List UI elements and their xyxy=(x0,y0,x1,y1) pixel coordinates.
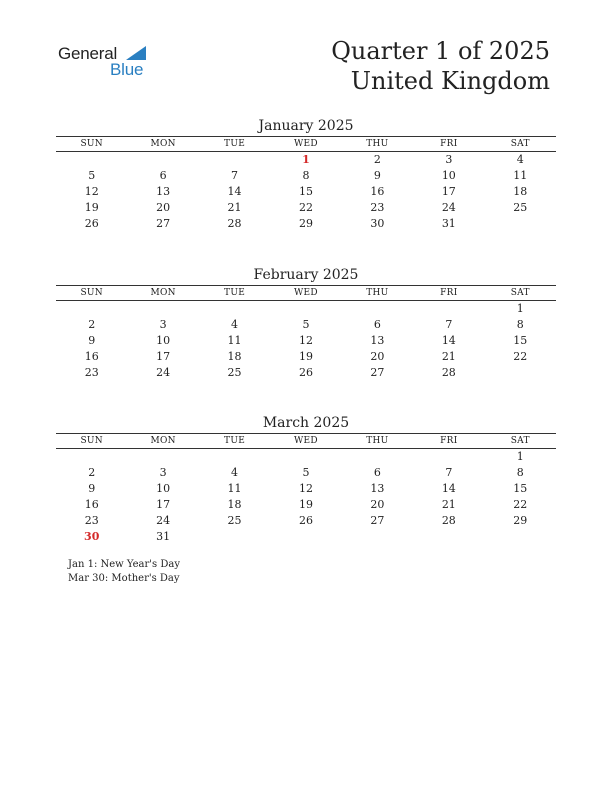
day-cell: 31 xyxy=(441,217,456,230)
weekday-sat: SAT xyxy=(510,288,530,298)
title-quarter: Quarter 1 of 2025 xyxy=(331,37,550,65)
holiday-note: Mar 30: Mother's Day xyxy=(68,573,180,584)
day-cell: 10 xyxy=(441,169,456,182)
day-cell: 21 xyxy=(227,201,242,214)
empty-day-cell xyxy=(342,449,413,465)
empty-day-cell xyxy=(413,301,484,317)
day-cell: 19 xyxy=(298,498,313,511)
empty-day-cell xyxy=(270,449,341,465)
weekday-thu: THU xyxy=(366,436,389,446)
day-cell: 23 xyxy=(84,366,99,379)
day-cell: 28 xyxy=(441,366,456,379)
day-cell: 16 xyxy=(84,350,99,363)
month-title: January 2025 xyxy=(258,118,354,134)
day-cell: 13 xyxy=(370,482,385,495)
weekday-mon: MON xyxy=(150,436,176,446)
day-cell: 29 xyxy=(298,217,313,230)
day-cell: 25 xyxy=(227,366,242,379)
day-cell: 22 xyxy=(513,498,528,511)
weekday-sat: SAT xyxy=(510,139,530,149)
month-title: February 2025 xyxy=(253,267,359,283)
day-cell: 13 xyxy=(156,185,171,198)
day-cell: 24 xyxy=(156,366,171,379)
month-january xyxy=(56,116,556,232)
empty-day-cell xyxy=(342,301,413,317)
weekday-sun: SUN xyxy=(80,288,103,298)
logo xyxy=(58,44,168,84)
month-grid xyxy=(56,301,556,381)
day-cell: 20 xyxy=(370,498,385,511)
day-cell: 15 xyxy=(298,185,313,198)
week-row xyxy=(56,184,556,200)
day-cell: 19 xyxy=(298,350,313,363)
day-cell: 19 xyxy=(84,201,99,214)
weekday-mon: MON xyxy=(150,139,176,149)
day-cell: 27 xyxy=(370,514,385,527)
day-cell: 21 xyxy=(441,498,456,511)
empty-day-cell xyxy=(199,301,270,317)
day-cell: 18 xyxy=(227,350,242,363)
week-row xyxy=(56,449,556,465)
weekday-tue: TUE xyxy=(224,288,246,298)
day-cell: 20 xyxy=(156,201,171,214)
day-cell: 7 xyxy=(445,318,453,331)
day-cell: 12 xyxy=(298,482,313,495)
month-title: March 2025 xyxy=(262,415,350,431)
empty-day-cell xyxy=(342,529,413,545)
day-cell: 16 xyxy=(84,498,99,511)
day-cell: 11 xyxy=(513,169,528,182)
day-cell: 2 xyxy=(373,153,381,166)
day-cell: 18 xyxy=(513,185,528,198)
weekday-fri: FRI xyxy=(440,436,458,446)
day-cell: 1 xyxy=(516,302,524,315)
week-row xyxy=(56,465,556,481)
week-row xyxy=(56,529,556,545)
month-grid xyxy=(56,152,556,232)
day-cell: 31 xyxy=(156,530,171,543)
day-cell: 7 xyxy=(231,169,239,182)
empty-day-cell xyxy=(199,449,270,465)
day-cell: 5 xyxy=(302,318,310,331)
day-cell: 6 xyxy=(159,169,167,182)
week-row xyxy=(56,152,556,168)
day-cell: 9 xyxy=(373,169,381,182)
week-row xyxy=(56,200,556,216)
day-cell: 3 xyxy=(159,318,167,331)
weekday-wed: WED xyxy=(294,288,318,298)
empty-day-cell xyxy=(413,449,484,465)
week-row xyxy=(56,168,556,184)
day-cell: 9 xyxy=(88,334,96,347)
day-cell: 8 xyxy=(516,466,524,479)
week-row xyxy=(56,301,556,317)
empty-day-cell xyxy=(485,365,556,381)
empty-day-cell xyxy=(270,529,341,545)
weekday-fri: FRI xyxy=(440,288,458,298)
month-february xyxy=(56,265,556,381)
weekday-tue: TUE xyxy=(224,139,246,149)
day-cell: 22 xyxy=(513,350,528,363)
day-cell: 22 xyxy=(298,201,313,214)
empty-day-cell xyxy=(485,529,556,545)
day-cell: 23 xyxy=(84,514,99,527)
weekday-sat: SAT xyxy=(510,436,530,446)
day-cell: 20 xyxy=(370,350,385,363)
logo-word-general: General xyxy=(58,44,118,63)
logo-triangle-icon xyxy=(126,46,146,60)
day-cell: 27 xyxy=(370,366,385,379)
day-cell: 6 xyxy=(373,466,381,479)
empty-day-cell xyxy=(56,301,127,317)
month-march xyxy=(56,413,556,545)
day-cell: 5 xyxy=(88,169,96,182)
holiday-note: Jan 1: New Year's Day xyxy=(68,559,180,570)
day-cell: 3 xyxy=(445,153,453,166)
week-row xyxy=(56,349,556,365)
day-cell: 4 xyxy=(231,466,239,479)
empty-day-cell xyxy=(199,152,270,168)
day-cell: 8 xyxy=(302,169,310,182)
day-cell: 15 xyxy=(513,334,528,347)
week-row xyxy=(56,333,556,349)
week-row xyxy=(56,216,556,232)
day-cell: 10 xyxy=(156,334,171,347)
day-cell: 27 xyxy=(156,217,171,230)
day-cell: 25 xyxy=(227,514,242,527)
day-cell: 3 xyxy=(159,466,167,479)
day-cell: 28 xyxy=(227,217,242,230)
week-row xyxy=(56,365,556,381)
week-row xyxy=(56,481,556,497)
weekday-header xyxy=(56,136,556,152)
weekday-thu: THU xyxy=(366,139,389,149)
day-cell: 17 xyxy=(441,185,456,198)
day-cell: 12 xyxy=(84,185,99,198)
day-cell: 24 xyxy=(441,201,456,214)
weekday-wed: WED xyxy=(294,436,318,446)
day-cell: 9 xyxy=(88,482,96,495)
weekday-sun: SUN xyxy=(80,139,103,149)
day-cell: 1 xyxy=(516,450,524,463)
empty-day-cell xyxy=(413,529,484,545)
day-cell: 26 xyxy=(298,514,313,527)
week-row xyxy=(56,317,556,333)
holiday-day-cell: 1 xyxy=(302,153,310,166)
title-country: United Kingdom xyxy=(350,67,550,95)
weekday-header xyxy=(56,433,556,449)
day-cell: 10 xyxy=(156,482,171,495)
day-cell: 26 xyxy=(84,217,99,230)
day-cell: 13 xyxy=(370,334,385,347)
day-cell: 25 xyxy=(513,201,528,214)
day-cell: 29 xyxy=(513,514,528,527)
weekday-fri: FRI xyxy=(440,139,458,149)
weekday-tue: TUE xyxy=(224,436,246,446)
day-cell: 4 xyxy=(231,318,239,331)
day-cell: 17 xyxy=(156,498,171,511)
day-cell: 8 xyxy=(516,318,524,331)
day-cell: 26 xyxy=(298,366,313,379)
day-cell: 11 xyxy=(227,334,242,347)
day-cell: 4 xyxy=(516,153,524,166)
day-cell: 5 xyxy=(302,466,310,479)
day-cell: 2 xyxy=(88,466,96,479)
day-cell: 30 xyxy=(370,217,385,230)
empty-day-cell xyxy=(485,216,556,232)
day-cell: 6 xyxy=(373,318,381,331)
day-cell: 7 xyxy=(445,466,453,479)
empty-day-cell xyxy=(127,449,198,465)
weekday-wed: WED xyxy=(294,139,318,149)
empty-day-cell xyxy=(270,301,341,317)
week-row xyxy=(56,513,556,529)
day-cell: 23 xyxy=(370,201,385,214)
day-cell: 16 xyxy=(370,185,385,198)
empty-day-cell xyxy=(56,449,127,465)
weekday-sun: SUN xyxy=(80,436,103,446)
weekday-mon: MON xyxy=(150,288,176,298)
day-cell: 14 xyxy=(441,334,456,347)
empty-day-cell xyxy=(127,152,198,168)
holiday-day-cell: 30 xyxy=(84,530,100,543)
page-title xyxy=(331,36,550,96)
day-cell: 11 xyxy=(227,482,242,495)
day-cell: 21 xyxy=(441,350,456,363)
day-cell: 15 xyxy=(513,482,528,495)
day-cell: 14 xyxy=(441,482,456,495)
day-cell: 14 xyxy=(227,185,242,198)
weekday-header xyxy=(56,285,556,301)
weekday-thu: THU xyxy=(366,288,389,298)
week-row xyxy=(56,497,556,513)
logo-word-blue: Blue xyxy=(110,60,144,79)
day-cell: 12 xyxy=(298,334,313,347)
day-cell: 18 xyxy=(227,498,242,511)
holiday-notes xyxy=(68,558,180,586)
day-cell: 17 xyxy=(156,350,171,363)
day-cell: 2 xyxy=(88,318,96,331)
day-cell: 28 xyxy=(441,514,456,527)
empty-day-cell xyxy=(199,529,270,545)
empty-day-cell xyxy=(56,152,127,168)
day-cell: 24 xyxy=(156,514,171,527)
month-grid xyxy=(56,449,556,545)
empty-day-cell xyxy=(127,301,198,317)
